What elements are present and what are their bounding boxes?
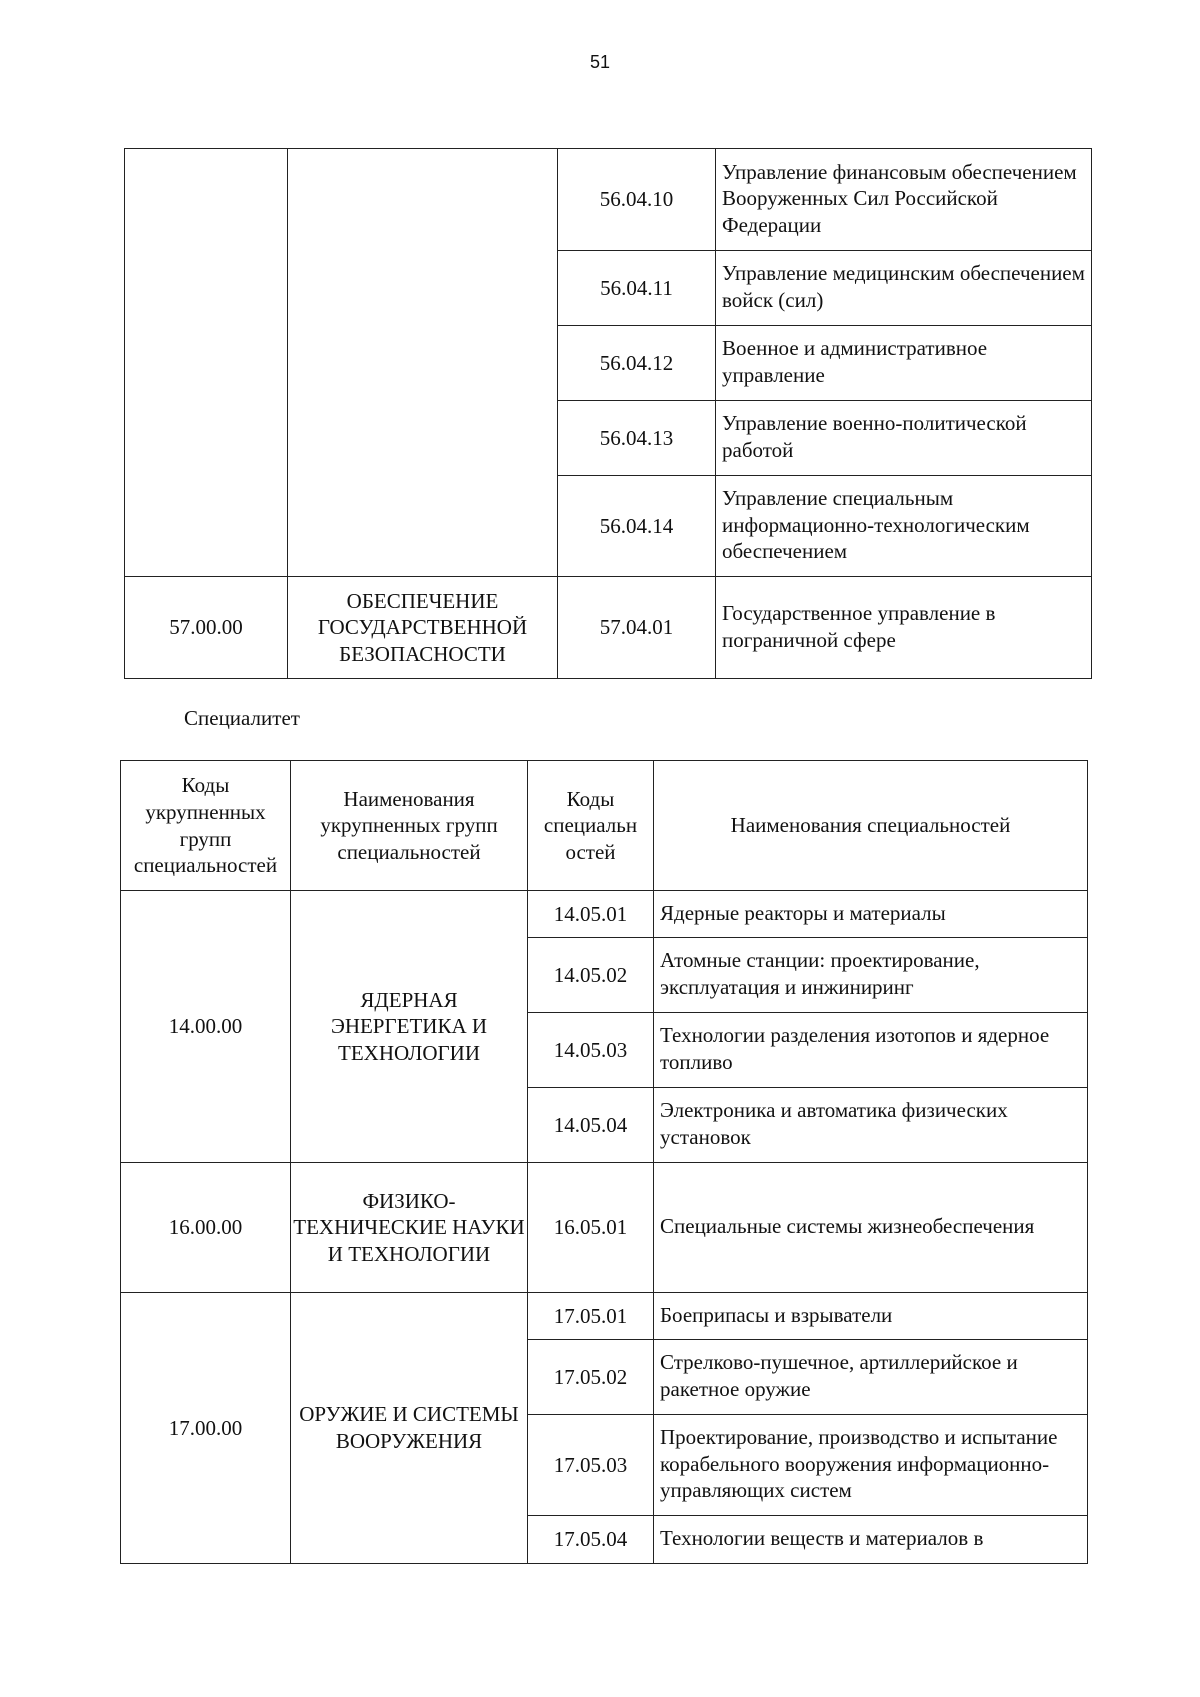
specialty-code: 14.05.01 bbox=[528, 891, 654, 938]
page-number: 51 bbox=[589, 52, 611, 72]
specialty-code: 56.04.11 bbox=[558, 251, 716, 326]
group-code: 17.00.00 bbox=[121, 1293, 291, 1564]
table-row bbox=[121, 891, 1088, 938]
table-row bbox=[125, 577, 1092, 679]
specialty-code: 17.05.03 bbox=[528, 1415, 654, 1516]
section-label: Специалитет bbox=[184, 706, 300, 730]
header-group-names: Наименования укрупненных групп специальностей bbox=[291, 761, 528, 891]
specialty-name: Управление военно-политической работой bbox=[716, 401, 1092, 476]
group-name: ОРУЖИЕ И СИСТЕМЫ ВООРУЖЕНИЯ bbox=[291, 1293, 528, 1564]
specialty-code: 56.04.10 bbox=[558, 149, 716, 251]
header-group-codes: Коды укрупненных групп специальностей bbox=[121, 761, 291, 891]
specialty-code: 14.05.04 bbox=[528, 1088, 654, 1163]
specialty-name: Ядерные реакторы и материалы bbox=[654, 891, 1088, 938]
group-name: ЯДЕРНАЯ ЭНЕРГЕТИКА И ТЕХНОЛОГИИ bbox=[291, 891, 528, 1163]
group-name: ФИЗИКО-ТЕХНИЧЕСКИЕ НАУКИ И ТЕХНОЛОГИИ bbox=[291, 1163, 528, 1293]
specialty-code: 56.04.13 bbox=[558, 401, 716, 476]
specialty-name: Военное и административное управление bbox=[716, 326, 1092, 401]
specialty-code: 17.05.01 bbox=[528, 1293, 654, 1340]
specialty-name: Стрелково-пушечное, артиллерийское и ракетное оружие bbox=[654, 1340, 1088, 1415]
specialty-code: 57.04.01 bbox=[558, 577, 716, 679]
header-row bbox=[121, 761, 1088, 891]
specialty-name: Проектирование, производство и испытание корабельного вооружения информационно-управляющих систем bbox=[654, 1415, 1088, 1516]
specialty-name: Управление финансовым обеспечением Вооруженных Сил Российской Федерации bbox=[716, 149, 1092, 251]
empty-group-name-cell bbox=[288, 149, 558, 577]
specialty-code: 17.05.02 bbox=[528, 1340, 654, 1415]
specialty-code: 17.05.04 bbox=[528, 1516, 654, 1564]
table-row bbox=[121, 1293, 1088, 1340]
specialty-name: Электроника и автоматика физических установок bbox=[654, 1088, 1088, 1163]
specialties-table-continued bbox=[124, 148, 1092, 679]
specialty-code: 16.05.01 bbox=[528, 1163, 654, 1293]
group-name: ОБЕСПЕЧЕНИЕ ГОСУДАРСТВЕННОЙ БЕЗОПАСНОСТИ bbox=[288, 577, 558, 679]
specialty-name: Атомные станции: проектирование, эксплуатация и инжиниринг bbox=[654, 938, 1088, 1013]
specialty-name: Управление медицинским обеспечением войск (сил) bbox=[716, 251, 1092, 326]
specialty-name: Технологии веществ и материалов в bbox=[654, 1516, 1088, 1564]
header-specialty-names: Наименования специальностей bbox=[654, 761, 1088, 891]
empty-group-code-cell bbox=[125, 149, 288, 577]
specialist-degree-table bbox=[120, 760, 1088, 1564]
table-row bbox=[125, 149, 1092, 251]
specialty-code: 56.04.14 bbox=[558, 476, 716, 577]
specialty-code: 14.05.03 bbox=[528, 1013, 654, 1088]
specialty-name: Специальные системы жизнеобеспечения bbox=[654, 1163, 1088, 1293]
specialty-name: Государственное управление в пограничной сфере bbox=[716, 577, 1092, 679]
specialty-name: Управление специальным информационно-технологическим обеспечением bbox=[716, 476, 1092, 577]
group-code: 57.00.00 bbox=[125, 577, 288, 679]
header-specialty-codes: Коды специальн остей bbox=[528, 761, 654, 891]
group-code: 14.00.00 bbox=[121, 891, 291, 1163]
table-row bbox=[121, 1163, 1088, 1293]
specialty-code: 14.05.02 bbox=[528, 938, 654, 1013]
specialty-name: Технологии разделения изотопов и ядерное топливо bbox=[654, 1013, 1088, 1088]
group-code: 16.00.00 bbox=[121, 1163, 291, 1293]
specialty-code: 56.04.12 bbox=[558, 326, 716, 401]
specialty-name: Боеприпасы и взрыватели bbox=[654, 1293, 1088, 1340]
